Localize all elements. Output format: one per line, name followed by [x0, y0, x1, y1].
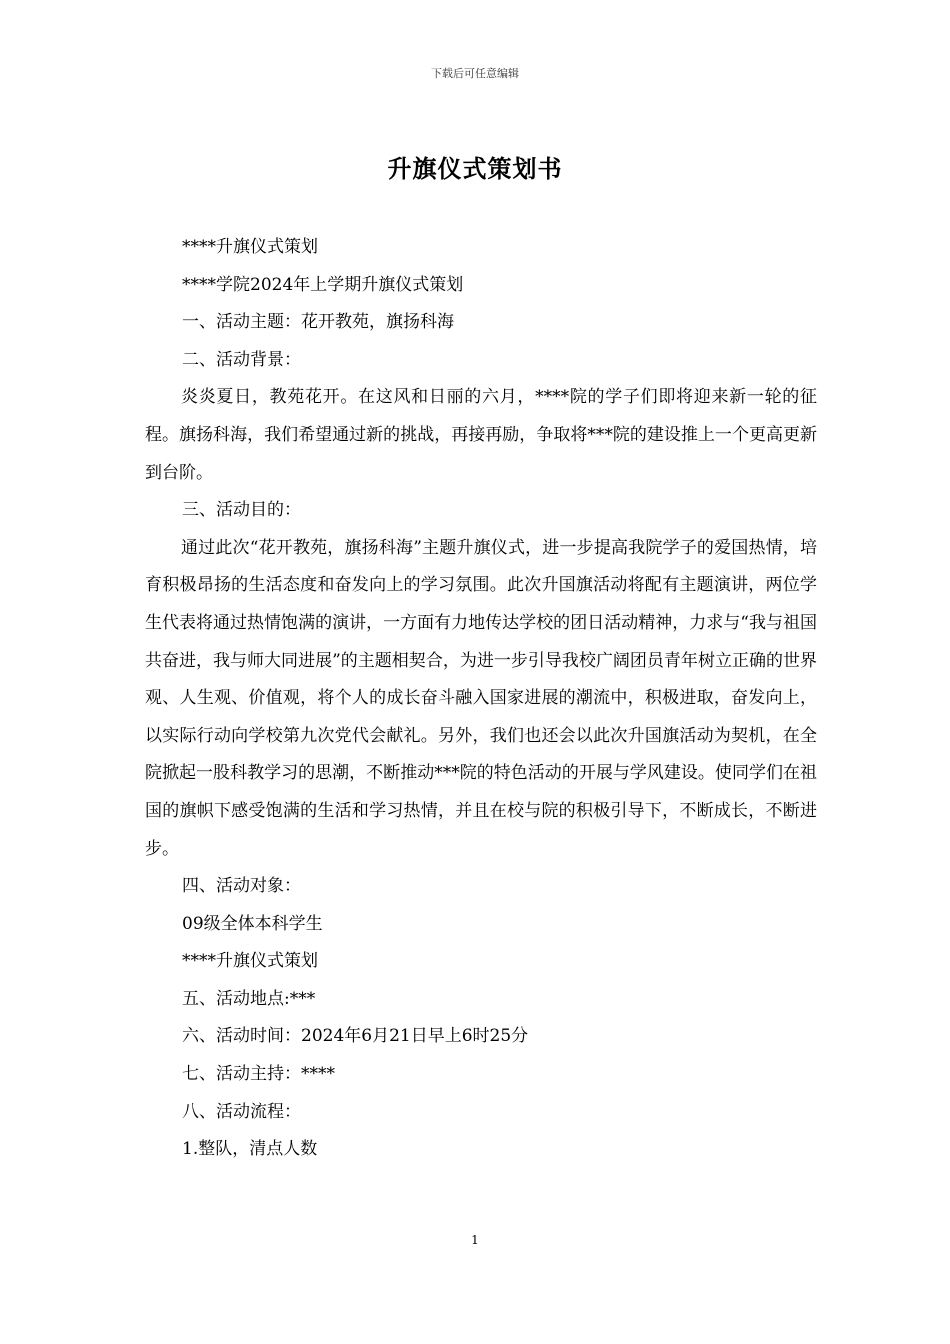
process-step-1: 1.整队，清点人数 [182, 1139, 318, 1160]
paragraph-plan-heading: ****升旗仪式策划 [182, 237, 318, 257]
section-background-heading: 二、活动背景： [182, 349, 301, 370]
section-time: 六、活动时间：2024年6月21日早上6时25分 [182, 1026, 529, 1047]
section-host: 七、活动主持：**** [182, 1064, 335, 1085]
header-note: 下载后可任意编辑 [431, 67, 519, 80]
section-audience-heading: 四、活动对象： [182, 876, 301, 897]
page-number: 1 [471, 1233, 479, 1247]
section-purpose-heading: 三、活动目的： [182, 500, 301, 521]
document-title: 升旗仪式策划书 [387, 154, 563, 183]
paragraph-background: 炎炎夏日，教苑花开。在这风和日丽的六月，****院的学子们即将迎来新一轮的征程。旗扬科海，我们希望通过新的挑战，再接再励，争取将***院的建设推上一个更高更新到台阶。 [145, 387, 817, 483]
section-location: 五、活动地点:*** [182, 988, 316, 1009]
section-process-heading: 八、活动流程： [182, 1101, 301, 1122]
paragraph-audience: 09级全体本科学生 [182, 913, 323, 934]
document-body [145, 229, 817, 1169]
paragraph-purpose: 通过此次“花开教苑，旗扬科海”主题升旗仪式，进一步提高我院学子的爱国热情，培育积极昂扬的生活态度和奋发向上的学习氛围。此次升国旗活动将配有主题演讲，两位学生代表将通过热情饱满的演讲，一方面有力地传达学校的团日活动精神，力求与“我与祖国共奋进，我与师大同进展”的主题相契合，为进一步引导我校广阔团员青年树立正确的世界观、人生观、价值观，将个人的成长奋斗融入国家进展的潮流中，积极进取，奋发向上，以实际行动向学校第九次党代会献礼。另外，我们也还会以此次升国旗活动为契机，在全院掀起一股科教学习的思潮，不断推动***院的特色活动的开展与学风建设。使同学们在祖国的旗帜下感受饱满的生活和学习热情，并且在校与院的积极引导下，不断成长，不断进步。 [145, 537, 817, 859]
section-theme: 一、活动主题：花开教苑，旗扬科海 [182, 312, 454, 333]
paragraph-plan-subtitle: ****学院2024年上学期升旗仪式策划 [182, 274, 464, 295]
paragraph-plan-heading-repeat: ****升旗仪式策划 [182, 951, 318, 972]
